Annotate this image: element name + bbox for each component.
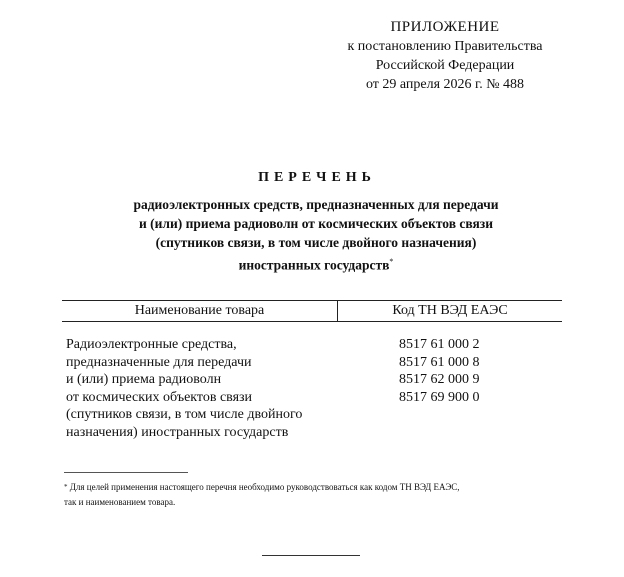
hs-code: 8517 61 000 8 (399, 354, 480, 370)
hs-code: 8517 62 000 9 (399, 372, 480, 387)
goods-code-cell (337, 336, 562, 441)
appendix-line: Российской Федерации (375, 58, 515, 73)
document-title: ПЕРЕЧЕНЬ (258, 170, 376, 185)
goods-name-line: предназначенные для передачи (66, 354, 252, 370)
footnote-line: так и наименованием товара. (64, 497, 176, 507)
hs-code: 8517 69 900 0 (399, 389, 480, 405)
heading-line: и (или) приема радиоволн от космических объектов связи (139, 216, 493, 231)
heading-line: (спутников связи, в том числе двойного назначения) (155, 235, 477, 250)
goods-table (62, 300, 562, 441)
footnote (64, 480, 564, 510)
footnote-mark: * (64, 483, 68, 491)
appendix-line: к постановлению Правительства (347, 39, 543, 54)
heading-line (0, 252, 624, 275)
table-row (62, 322, 562, 441)
appendix-date-line: от 29 апреля 2026 г. № 488 (365, 77, 525, 92)
heading-line: радиоэлектронных средств, предназначенных для передачи (133, 197, 499, 212)
footnote-line (64, 480, 564, 495)
column-header-name: Наименование товара (62, 301, 338, 321)
heading-line-text: иностранных государств (238, 257, 390, 273)
footnote-text: Для целей применения настоящего перечня необходимо руководствоваться как кодом ТН ВЭД ЕАЭС, (69, 482, 460, 492)
goods-name-line: назначения) иностранных государств (66, 424, 289, 440)
table-header (62, 300, 562, 322)
goods-name-line: от космических объектов связи (66, 389, 253, 405)
goods-name-line: (спутников связи, в том числе двойного (66, 407, 303, 422)
footnote-reference: * (389, 257, 394, 266)
goods-name-line: Радиоэлектронные средства, (66, 337, 237, 352)
goods-name-cell (62, 336, 337, 441)
appendix-block (330, 18, 560, 94)
footnote-divider (64, 472, 188, 473)
document-heading (0, 170, 624, 275)
goods-name-line: и (или) приема радиоволн (66, 372, 222, 387)
end-divider (262, 555, 360, 556)
column-header-code: Код ТН ВЭД ЕАЭС (392, 303, 508, 318)
hs-code: 8517 61 000 2 (399, 337, 480, 352)
appendix-title: ПРИЛОЖЕНИЕ (390, 19, 500, 35)
